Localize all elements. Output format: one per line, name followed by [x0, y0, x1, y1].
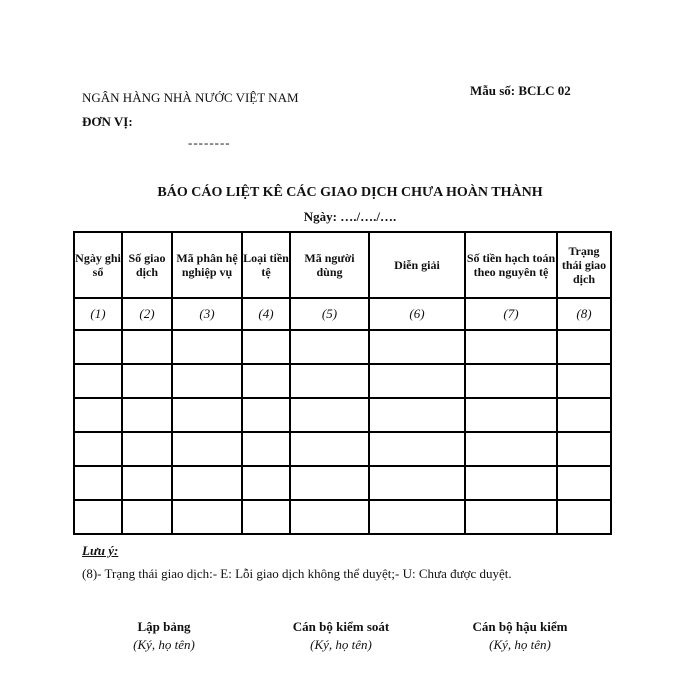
header-description: Diễn giải — [369, 232, 465, 298]
table-cell — [557, 364, 611, 398]
signature-title: Cán bộ hậu kiểm — [472, 619, 568, 634]
table-row — [74, 500, 611, 534]
signature-post-auditor — [430, 619, 610, 653]
signature-title: Lập bảng — [137, 619, 191, 634]
column-number: (2) — [122, 298, 172, 330]
table-cell — [172, 364, 242, 398]
table-cell — [290, 432, 369, 466]
table-row — [74, 364, 611, 398]
column-number-row — [74, 298, 611, 330]
table-cell — [172, 500, 242, 534]
table-cell — [74, 432, 122, 466]
column-number: (3) — [172, 298, 242, 330]
table-cell — [242, 500, 290, 534]
table-cell — [74, 364, 122, 398]
unit-placeholder-dashes: -------- — [188, 135, 231, 150]
table-cell — [369, 500, 465, 534]
signature-subtitle: (Ký, họ tên) — [310, 637, 372, 652]
table-cell — [557, 466, 611, 500]
table-cell — [172, 330, 242, 364]
table-cell — [172, 466, 242, 500]
table-cell — [290, 466, 369, 500]
table-cell — [465, 398, 557, 432]
table-cell — [465, 364, 557, 398]
table-cell — [74, 500, 122, 534]
table-cell — [465, 466, 557, 500]
table-cell — [122, 364, 172, 398]
table-cell — [242, 466, 290, 500]
table-cell — [122, 398, 172, 432]
note-text: (8)- Trạng thái giao dịch:- E: Lỗi giao dịch không thể duyệt;- U: Chưa được duyệt. — [82, 566, 512, 581]
table-cell — [290, 364, 369, 398]
table-cell — [557, 432, 611, 466]
table-cell — [369, 398, 465, 432]
signature-subtitle: (Ký, họ tên) — [489, 637, 551, 652]
table-cell — [369, 364, 465, 398]
header-currency-type: Loại tiền tệ — [242, 232, 290, 298]
column-number: (1) — [74, 298, 122, 330]
header-posting-date: Ngày ghi sổ — [74, 232, 122, 298]
report-title: BÁO CÁO LIỆT KÊ CÁC GIAO DỊCH CHƯA HOÀN THÀNH — [157, 185, 543, 200]
report-date: Ngày: …./…./…. — [303, 209, 397, 224]
column-number: (7) — [465, 298, 557, 330]
table-cell — [557, 330, 611, 364]
table-cell — [557, 398, 611, 432]
table-cell — [122, 330, 172, 364]
header-original-amount: Số tiền hạch toán theo nguyên tệ — [465, 232, 557, 298]
transactions-table — [73, 231, 612, 535]
table-cell — [122, 500, 172, 534]
signature-title: Cán bộ kiểm soát — [292, 619, 390, 634]
table-cell — [74, 398, 122, 432]
table-cell — [465, 500, 557, 534]
header-transaction-status: Trạng thái giao dịch — [557, 232, 611, 298]
table-cell — [74, 466, 122, 500]
table-cell — [557, 500, 611, 534]
table-cell — [172, 398, 242, 432]
table-cell — [242, 398, 290, 432]
table-row — [74, 432, 611, 466]
table-row — [74, 330, 611, 364]
table-cell — [369, 466, 465, 500]
table-cell — [290, 500, 369, 534]
column-number: (4) — [242, 298, 290, 330]
column-number: (8) — [557, 298, 611, 330]
header-transaction-number: Số giao dịch — [122, 232, 172, 298]
table-cell — [242, 330, 290, 364]
table-cell — [369, 330, 465, 364]
table-cell — [290, 398, 369, 432]
table-cell — [122, 432, 172, 466]
table-cell — [122, 466, 172, 500]
organization-name: NGÂN HÀNG NHÀ NƯỚC VIỆT NAM — [82, 90, 299, 105]
signature-subtitle: (Ký, họ tên) — [133, 637, 195, 652]
table-cell — [74, 330, 122, 364]
unit-label: ĐƠN VỊ: — [82, 114, 133, 129]
table-cell — [369, 432, 465, 466]
signature-controller — [251, 619, 431, 653]
table-cell — [242, 364, 290, 398]
table-cell — [465, 330, 557, 364]
header-module-code: Mã phân hệ nghiệp vụ — [172, 232, 242, 298]
signature-preparer — [74, 619, 254, 653]
header-user-code: Mã người dùng — [290, 232, 369, 298]
table-cell — [465, 432, 557, 466]
column-number: (6) — [369, 298, 465, 330]
form-number: Mẫu số: BCLC 02 — [470, 83, 571, 98]
table-cell — [242, 432, 290, 466]
table-row — [74, 398, 611, 432]
table-cell — [172, 432, 242, 466]
table-row — [74, 466, 611, 500]
note-title: Lưu ý: — [82, 543, 119, 558]
table-cell — [290, 330, 369, 364]
column-number: (5) — [290, 298, 369, 330]
